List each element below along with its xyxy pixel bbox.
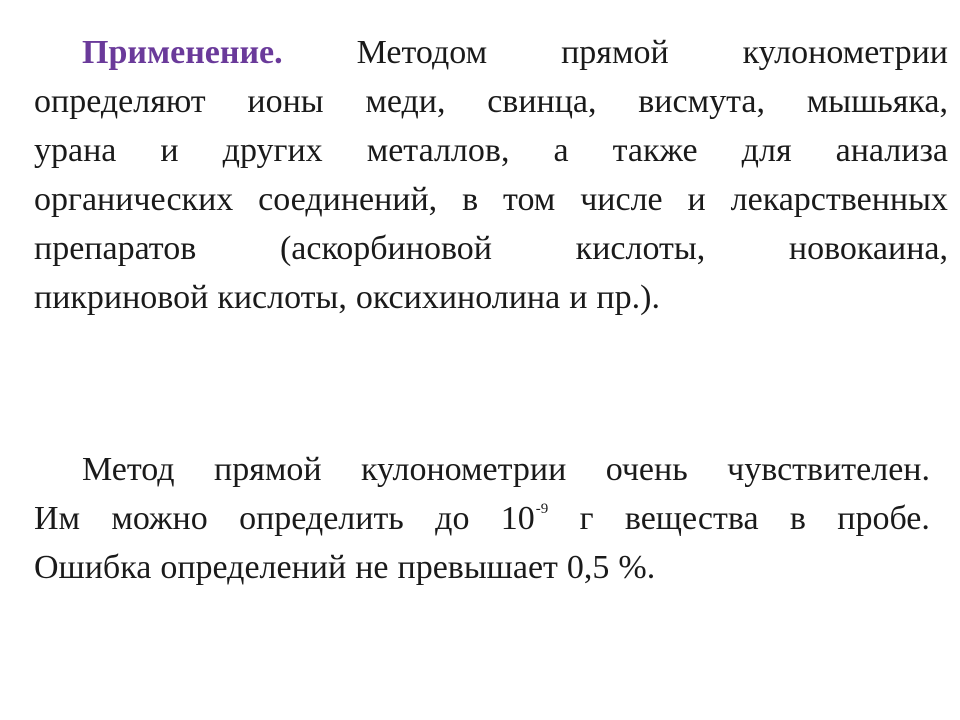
- word: кулонометрии: [742, 34, 948, 71]
- paragraph1-line-3: [34, 132, 948, 170]
- word: свинца,: [487, 83, 597, 120]
- paragraph1-line-6: [34, 279, 948, 317]
- word: можно: [111, 500, 208, 537]
- word: и: [569, 279, 588, 316]
- word: числе: [580, 181, 663, 218]
- word: до: [435, 500, 470, 537]
- word: кулонометрии: [360, 451, 567, 488]
- word: и: [160, 132, 179, 169]
- word: (аскорбиновой: [279, 230, 492, 267]
- paragraph1-line-5: [34, 230, 948, 268]
- word: в: [789, 500, 806, 537]
- word: Им: [34, 500, 81, 537]
- word: органических: [34, 181, 234, 218]
- word: урана: [34, 132, 117, 169]
- word: и: [687, 181, 706, 218]
- word: также: [612, 132, 698, 169]
- word: превышает: [397, 549, 558, 586]
- word: меди,: [365, 83, 446, 120]
- power-base: 10: [500, 500, 535, 537]
- word: соединений,: [258, 181, 438, 218]
- word: анализа: [835, 132, 948, 169]
- word: прямой: [561, 34, 669, 71]
- paragraph1-line-4: [34, 181, 948, 219]
- word: а: [553, 132, 569, 169]
- word: пр.).: [596, 279, 660, 316]
- word: г: [579, 500, 594, 537]
- word: Методом: [356, 34, 488, 71]
- word: вещества: [624, 500, 759, 537]
- word: определяют: [34, 83, 206, 120]
- power-of-ten: [501, 500, 549, 538]
- word: препаратов: [34, 230, 197, 267]
- paragraph1-line-2: [34, 83, 948, 121]
- word: %.: [618, 549, 656, 586]
- paragraph2-line-3: [34, 549, 930, 587]
- word: ионы: [247, 83, 324, 120]
- word: определений: [160, 549, 347, 586]
- word: определить: [239, 500, 404, 537]
- word: для: [741, 132, 792, 169]
- word: других: [222, 132, 323, 169]
- word: оксихинолина: [355, 279, 561, 316]
- word: лекарственных: [730, 181, 948, 218]
- word: висмута,: [638, 83, 765, 120]
- word: не: [355, 549, 389, 586]
- word: мышьяка,: [806, 83, 948, 120]
- word: пробе.: [837, 500, 930, 537]
- word: пикриновой: [34, 279, 209, 316]
- word: Метод: [82, 451, 175, 488]
- word: чувствителен.: [727, 451, 930, 488]
- word: 0,5: [566, 549, 610, 586]
- word: в: [462, 181, 479, 218]
- paragraph-heading: Применение.: [82, 34, 283, 71]
- paragraph1-line-1: [82, 34, 948, 72]
- word: прямой: [214, 451, 322, 488]
- word: том: [503, 181, 556, 218]
- power-exponent: -9: [535, 501, 549, 517]
- paragraph2-line-2: [34, 500, 930, 538]
- word: кислоты,: [217, 279, 347, 316]
- word: металлов,: [366, 132, 510, 169]
- word: очень: [605, 451, 688, 488]
- word: Ошибка: [34, 549, 152, 586]
- word: новокаина,: [788, 230, 948, 267]
- paragraph2-line-1: [82, 451, 930, 489]
- word: кислоты,: [575, 230, 706, 267]
